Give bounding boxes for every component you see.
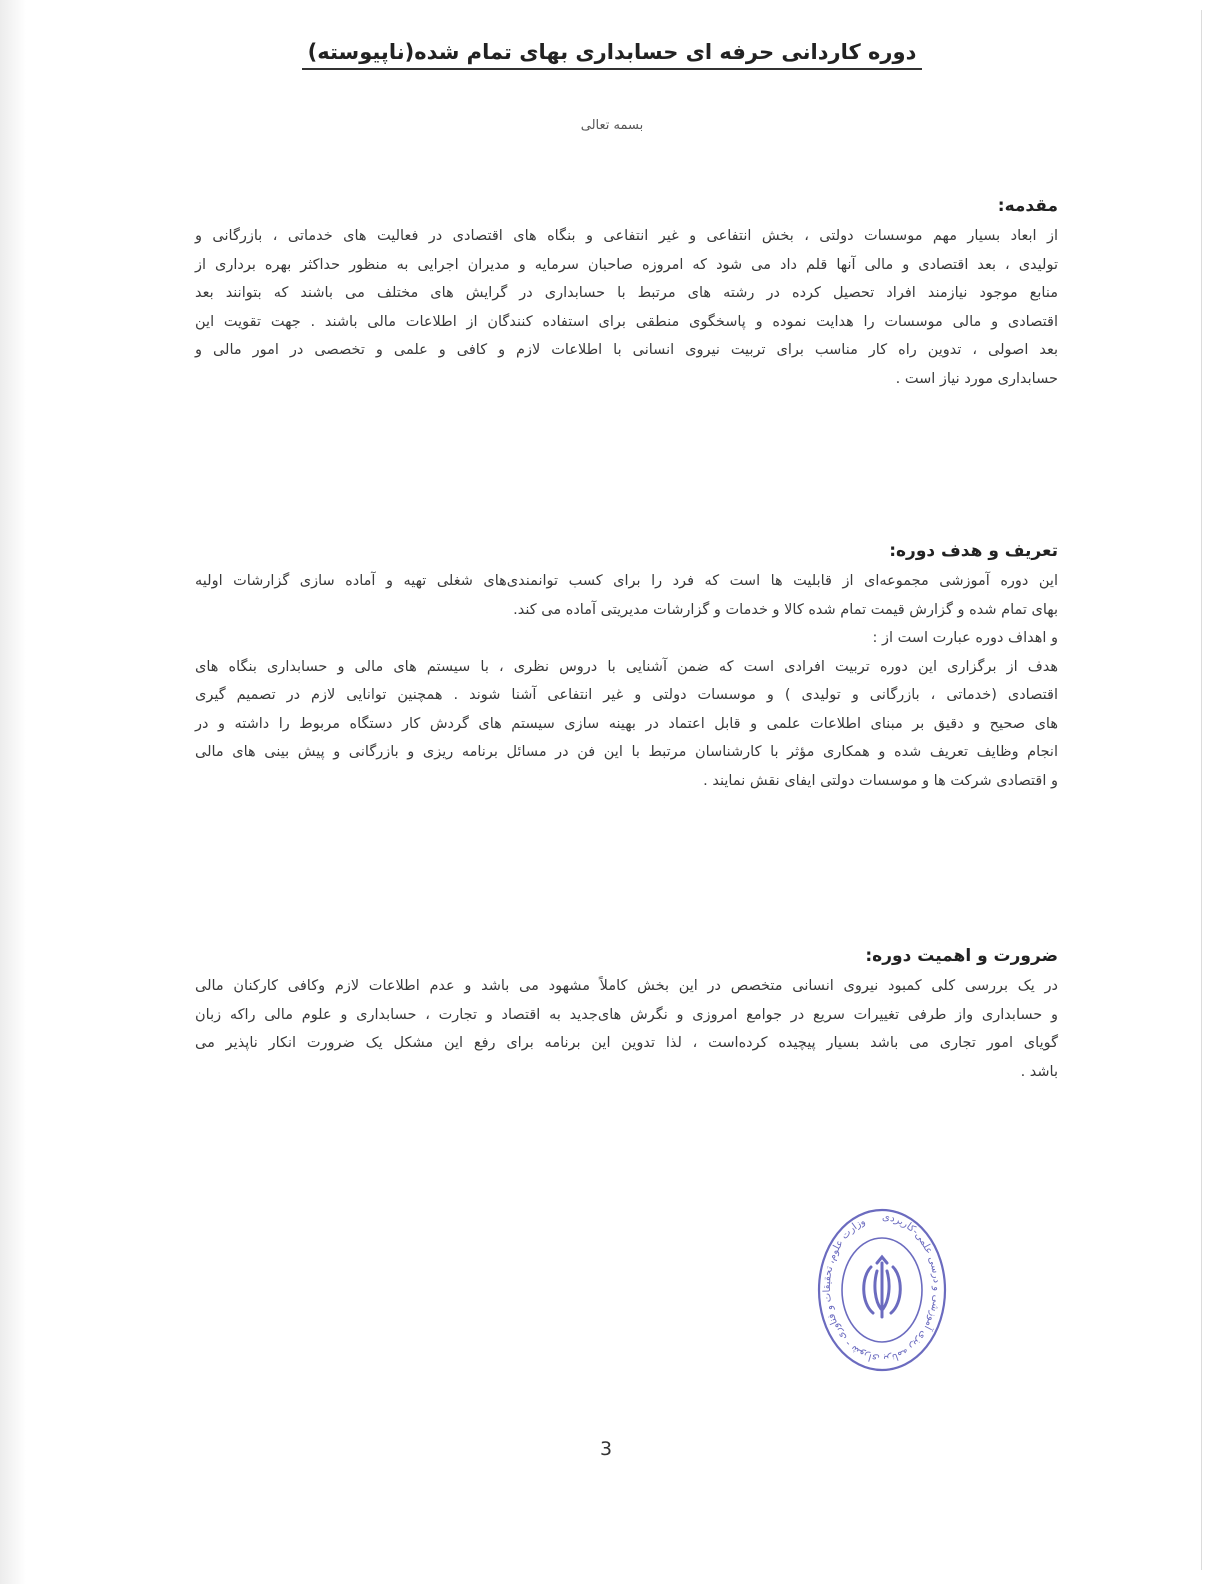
paragraph-line: منابع موجود نیازمند افراد تحصیل کرده در رشته های مرتبط با حسابداری در گرایش های مختلف می باشند که بتوانند بعد xyxy=(195,285,1058,301)
section-heading: تعریف و هدف دوره: xyxy=(889,541,1058,561)
margin-rule xyxy=(1201,10,1202,1570)
section-heading: ضرورت و اهمیت دوره: xyxy=(865,946,1058,966)
basmala: بسمه تعالی xyxy=(580,118,644,133)
paragraph-line: های صحیح و دقیق بر مبنای اطلاعات علمی و قابل اعتماد در بهینه سازی سیستم های گردش کار دستگاه مربوط را داشته و در xyxy=(195,715,1058,732)
section-definition-goal xyxy=(195,535,1058,795)
paragraph-line: هدف از برگزاری این دوره تربیت افرادی است که ضمن آشنایی با دروس نظری ، با سیستم های مالی و حسابداری بنگاه های xyxy=(195,658,1058,675)
paragraph-line: اقتصادی (خدماتی ، بازرگانی و تولیدی ) و موسسات دولتی و غیر انتفاعی آشنا شوند . همچنین توانایی لازم در تصمیم گیری xyxy=(195,687,1058,703)
paragraph-line: در یک بررسی کلی کمبود نیروی انسانی متخصص در این بخش کاملاً مشهود می باشد و عدم اطلاعات لازم وکافی کارکنان مالی xyxy=(195,978,1058,994)
paragraph-line: تولیدی ، بعد اقتصادی و مالی آنها قلم داد می شود که امروزه صاحبان سرمایه و مدیران اجرایی به منظور حداکثر بهره برداری از xyxy=(195,256,1058,273)
paragraph-line: و اهداف دوره عبارت است از : xyxy=(872,630,1058,646)
paragraph-line: گویای امور تجاری می باشد بسیار پیچیده کرده‌است ، لذا تدوین این برنامه برای رفع این مشکل یک ضرورت انکار ناپذیر می xyxy=(195,1035,1058,1051)
paragraph-line: این دوره آموزشی مجموعه‌ای از قابلیت ها است که فرد را برای کسب توانمندی‌های شغلی تهیه و آماده سازی گزارشات اولیه xyxy=(195,573,1058,589)
paragraph-line: باشد . xyxy=(1020,1063,1058,1080)
official-stamp xyxy=(815,1205,950,1375)
stamp-seal-icon xyxy=(815,1205,950,1375)
paragraph-line: و حسابداری واز طرفی تغییرات سریع در جوامع امروزی و نگرش های‌جدید به اقتصاد و تجارت ، حسابداری و علوم مالی راکه زبان xyxy=(195,1006,1058,1023)
paragraph-line: حسابداری مورد نیاز است . xyxy=(895,370,1058,387)
stamp-text: وزارت علوم، تحقیقات و فناوری - شورای برنامه ریزی آموزشی و درسی علمی-کاربردی xyxy=(821,1211,942,1365)
paragraph-line: انجام وظایف تعریف شده و همکاری مؤثر با کارشناسان مرتبط با این فن در مسائل برنامه ریزی و بازرگانی و پیش بینی های مالی xyxy=(195,744,1058,760)
section-necessity xyxy=(195,940,1058,1086)
paragraph-line: بهای تمام شده و گزارش قیمت تمام شده کالا و خدمات و گزارشات مدیریتی آماده می کند. xyxy=(513,601,1058,618)
page-number: 3 xyxy=(599,1438,613,1460)
paragraph-line: اقتصادی و مالی موسسات را هدایت نموده و پاسخگوی منطقی برای استفاده کنندگان از اطلاعات مالی باشند . جهت تقویت این xyxy=(195,313,1058,330)
paragraph-line: بعد اصولی ، تدوین راه کار مناسب برای تربیت نیروی انسانی با اطلاعات لازم و کافی و علمی و تخصصی در امور مالی و xyxy=(195,342,1058,358)
scan-edge xyxy=(0,0,26,1584)
section-heading: مقدمه: xyxy=(997,196,1058,216)
paragraph-line: از ابعاد بسیار مهم موسسات دولتی ، بخش انتفاعی و غیر انتفاعی و بنگاه های اقتصادی در فعالیت های خدماتی ، بازرگانی و xyxy=(195,228,1058,244)
section-introduction xyxy=(195,190,1058,393)
document-title-block xyxy=(0,40,1224,70)
document-title: دوره کاردانی حرفه ای حسابداری بهای تمام شده(ناپیوسته) xyxy=(302,40,923,70)
paragraph-line: و اقتصادی شرکت ها و موسسات دولتی ایفای نقش نمایند . xyxy=(703,772,1058,789)
